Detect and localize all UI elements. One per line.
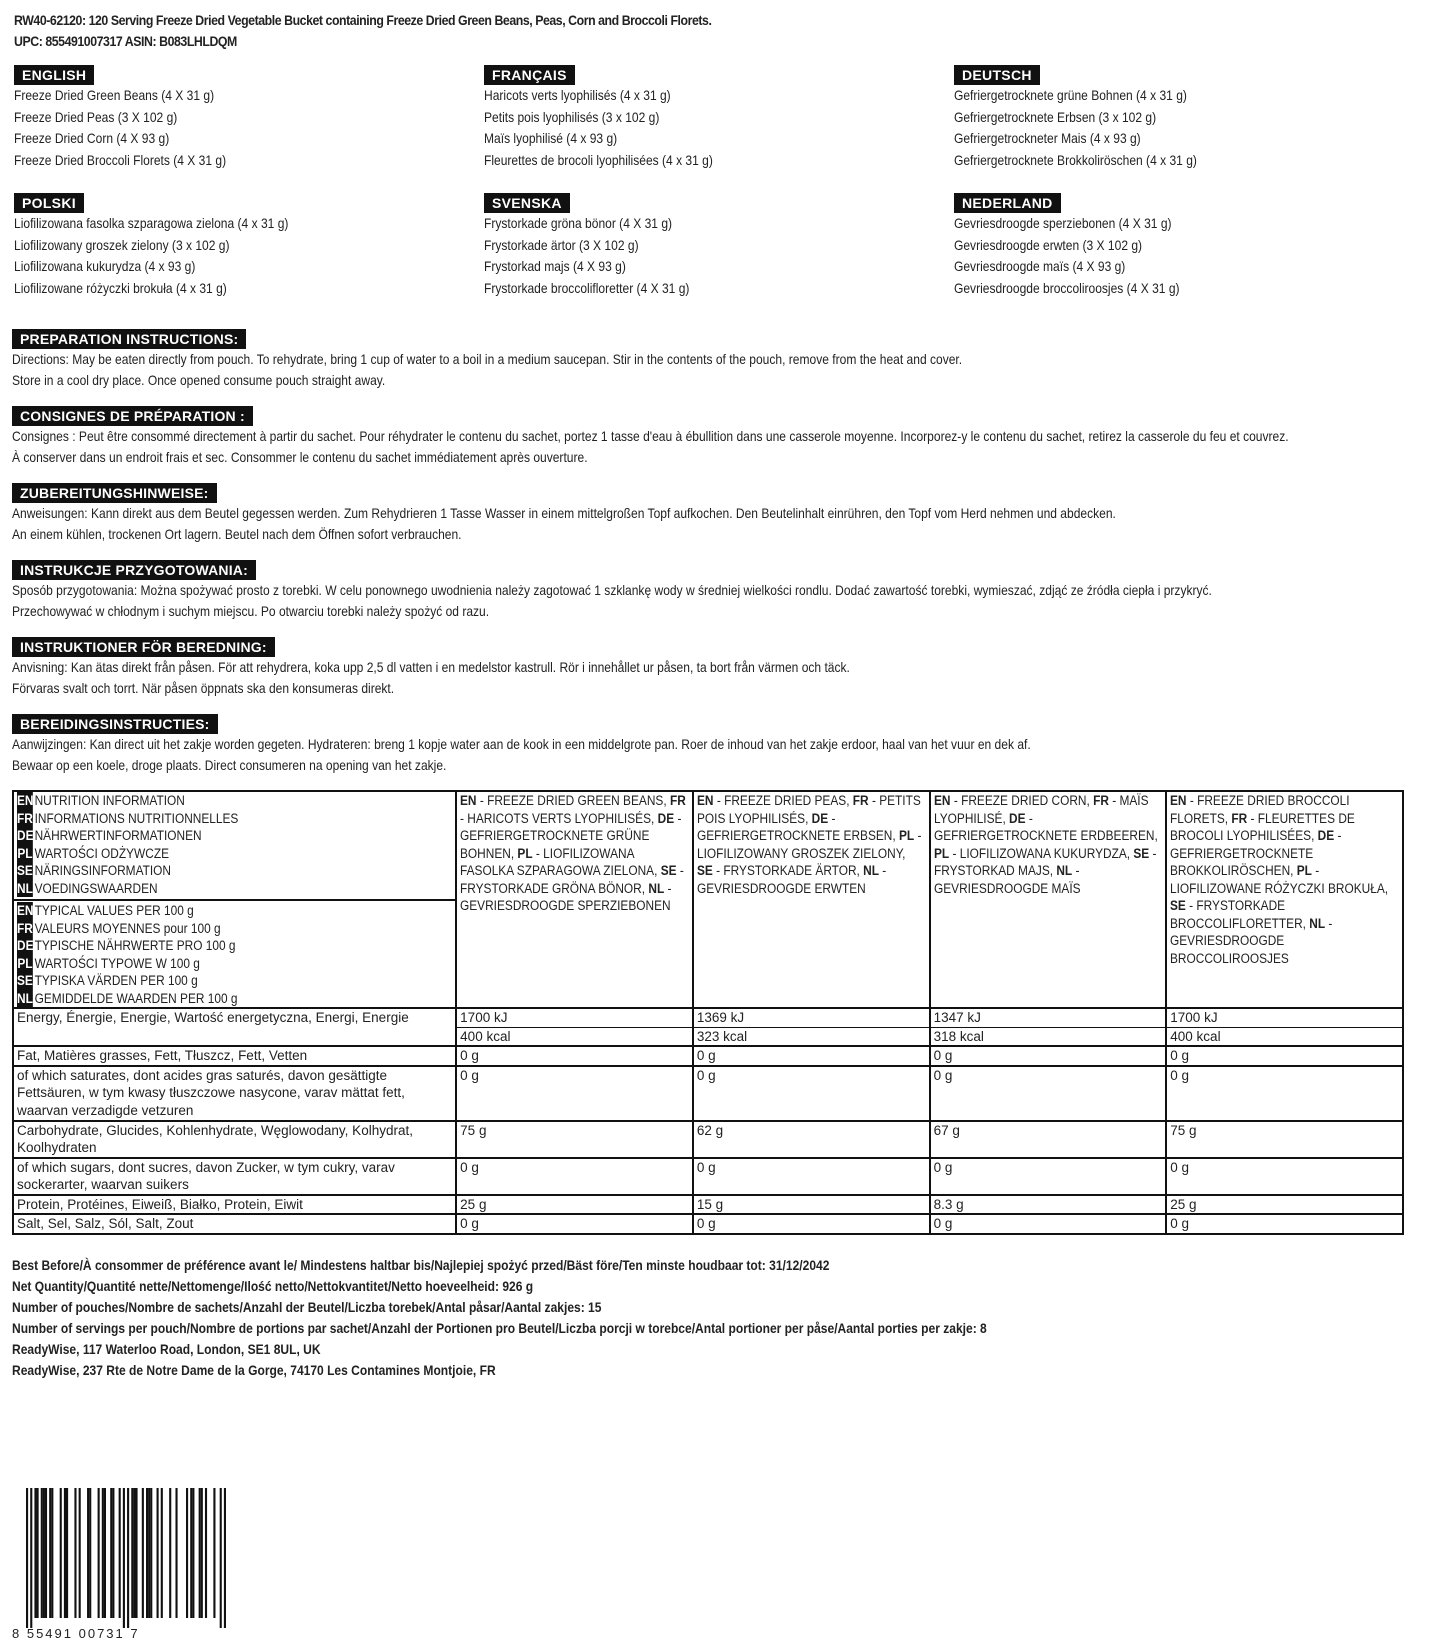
- nutrient-label: Salt, Sel, Salz, Sól, Salt, Zout: [13, 1214, 456, 1234]
- barcode-bar: [45, 1488, 47, 1618]
- lang-text: INFORMATIONS NUTRITIONNELLES: [34, 810, 239, 826]
- lang-code: DE: [17, 828, 34, 843]
- nutrient-row-saturates: [13, 1066, 1403, 1121]
- product-line: Maïs lyophilisé (4 x 93 g): [484, 130, 618, 146]
- nutrient-value: 25 g: [1166, 1195, 1403, 1215]
- product-name: - GEVRIESDROOGDE MAÏS: [933, 863, 1081, 896]
- lang-code: EN: [933, 793, 951, 808]
- typical-values-block: [14, 901, 455, 1007]
- lang-text: VALEURS MOYENNES pour 100 g: [34, 920, 221, 936]
- barcode-bar: [169, 1488, 171, 1618]
- section-title: INSTRUKCJE PRZYGOTOWANIA:: [12, 560, 256, 580]
- barcode-bar: [127, 1488, 129, 1628]
- instruction-line: Przechowywać w chłodnym i suchym miejscu. Po otwarciu torebki należy spożyć od razu.: [12, 603, 490, 619]
- barcode-bar: [133, 1488, 135, 1618]
- lang-code: NL: [17, 990, 33, 1006]
- section-title: ZUBEREITUNGSHINWEISE:: [12, 483, 217, 503]
- instructions-pl: [12, 560, 1432, 622]
- nutrient-value: 0 g: [1166, 1214, 1403, 1234]
- nutrient-value: 75 g: [456, 1121, 693, 1158]
- nutrient-value: [930, 1008, 1167, 1046]
- lang-code: PL: [517, 845, 533, 861]
- barcode-bar: [190, 1488, 192, 1618]
- product-line: Haricots verts lyophilisés (4 x 31 g): [484, 87, 671, 103]
- language-label: NEDERLAND: [954, 193, 1061, 213]
- nutrient-label: of which saturates, dont acides gras saturés, davon gesättigte Fettsäuren, w tym kwasy tłuszczowe nasycone, varav mättat fett, waarvan verzadigde vetzuren: [13, 1066, 456, 1121]
- barcode-bar: [43, 1488, 45, 1618]
- nutrient-row-protein: [13, 1195, 1403, 1215]
- nutrient-value: 0 g: [930, 1066, 1167, 1121]
- nutrient-value: 0 g: [1166, 1158, 1403, 1195]
- instruction-line: Aanwijzingen: Kan direct uit het zakje worden gegeten. Hydrateren: breng 1 kopje water aan de kook in een middelgrote pan. Roer de inhoud van het zakje erdoor, haal van het vuur en dek af.: [12, 736, 1031, 752]
- barcode-bar: [104, 1488, 106, 1618]
- nutrient-value: [1166, 1008, 1403, 1046]
- lang-row: [17, 937, 400, 955]
- instructions-se: [12, 637, 1432, 699]
- nutrient-value: 15 g: [693, 1195, 930, 1215]
- nutrient-value: [693, 1008, 930, 1046]
- nutrition-table: [12, 790, 1404, 1235]
- barcode-bar: [224, 1488, 226, 1628]
- barcode-digits: 8 55491 00731 7: [12, 1626, 140, 1641]
- product-header-peas: [693, 791, 930, 1008]
- value-kj: 1347 kJ: [933, 1010, 981, 1025]
- instruction-line: Förvaras svalt och torrt. När påsen öppnats ska den konsumeras direkt.: [12, 680, 395, 696]
- language-label: FRANÇAIS: [484, 65, 575, 85]
- nutrient-value: 0 g: [1166, 1046, 1403, 1066]
- product-line: Liofilizowana kukurydza (4 x 93 g): [14, 258, 196, 274]
- best-before: Best Before/À consommer de préférence avant le/ Mindestens haltbar bis/Najlepiej spożyć przed/Bäst före/Ten minste houdbaar tot: 31/12/2042: [12, 1257, 830, 1273]
- product-name: - MAÏS LYOPHILISÉ,: [933, 793, 1149, 826]
- language-block-nederland: [954, 193, 1414, 299]
- product-name: - FLEURETTES DE BROCOLI LYOPHILISÉES,: [1170, 810, 1356, 843]
- barcode-bar: [37, 1488, 39, 1618]
- nutrient-value: 0 g: [456, 1066, 693, 1121]
- lang-text: NUTRITION INFORMATION: [34, 793, 185, 808]
- barcode-bar: [79, 1488, 81, 1618]
- barcode-bar: [131, 1488, 133, 1618]
- barcode-bar: [34, 1488, 36, 1618]
- nutrient-row-carbohydrate: [13, 1121, 1403, 1158]
- product-name: - FREEZE DRIED PEAS,: [713, 793, 853, 808]
- instruction-line: Anvisning: Kan ätas direkt från påsen. För att rehydrera, koka upp 2,5 dl vatten i en medelstor kastrull. Rör i innehållet ur påsen, ta bort från värmen och täck.: [12, 659, 850, 675]
- product-line: Gefriergetrocknete grüne Bohnen (4 x 31 g): [954, 87, 1187, 103]
- lang-code: DE: [811, 810, 829, 826]
- barcode: [26, 1488, 226, 1628]
- nutrient-value: 0 g: [930, 1046, 1167, 1066]
- barcode-bar: [150, 1488, 152, 1618]
- lang-code: NL: [17, 880, 33, 896]
- instructions-nl: [12, 714, 1432, 776]
- nutrient-value: 0 g: [456, 1158, 693, 1195]
- section-title: BEREIDINGSINSTRUCTIES:: [12, 714, 218, 734]
- product-name: - LIOFILIZOWANA KUKURYDZA,: [948, 845, 1133, 861]
- address-fr: ReadyWise, 237 Rte de Notre Dame de la Gorge, 74170 Les Contamines Montjoie, FR: [12, 1362, 496, 1378]
- lang-code: DE: [17, 938, 34, 953]
- product-name: - GEFRIERGETROCKNETE BROKKOLIRÖSCHEN,: [1170, 828, 1342, 878]
- barcode-bar: [64, 1488, 66, 1618]
- lang-code: SE: [1132, 845, 1149, 861]
- lang-code: DE: [1008, 810, 1026, 826]
- barcode-bar: [51, 1488, 53, 1618]
- instruction-line: Bewaar op een koele, droge plaats. Direct consumeren na opening van het zakje.: [12, 757, 447, 773]
- lang-code: PL: [898, 828, 915, 843]
- instructions-fr: [12, 406, 1432, 468]
- barcode-bar: [220, 1488, 222, 1628]
- barcode-bar: [41, 1488, 43, 1618]
- lang-text: VOEDINGSWAARDEN: [34, 880, 158, 896]
- barcode-bar: [110, 1488, 112, 1618]
- number-of-pouches: Number of pouches/Nombre de sachets/Anzahl der Beutel/Liczba torebek/Antal påsar/Aantal zakjes: 15: [12, 1299, 602, 1315]
- product-name: - FRYSTORKAD MAJS,: [933, 845, 1157, 878]
- product-line: Gefriergetrocknete Erbsen (3 x 102 g): [954, 108, 1157, 125]
- section-title: CONSIGNES DE PRÉPARATION :: [12, 406, 253, 426]
- nutrient-value: 0 g: [693, 1066, 930, 1121]
- lang-code: DE: [657, 810, 675, 826]
- nutrition-info-block: [14, 792, 455, 901]
- lang-row: [17, 792, 400, 810]
- value-kj: 1700 kJ: [1170, 1010, 1218, 1025]
- product-name: - FRYSTORKADE ÄRTOR,: [712, 863, 864, 878]
- lang-code: FR: [852, 793, 869, 808]
- product-line: Liofilizowane różyczki brokuła (4 x 31 g): [14, 279, 227, 296]
- barcode-bar: [98, 1488, 100, 1618]
- value-kcal: 400 kcal: [460, 1028, 511, 1044]
- barcode-bar: [89, 1488, 91, 1618]
- nutrition-title-cell: [13, 791, 456, 1008]
- barcode-bar: [186, 1488, 188, 1618]
- nutrient-value: 8.3 g: [930, 1195, 1167, 1215]
- lang-row: [17, 810, 400, 828]
- product-name: - LIOFILIZOWANA FASOLKA SZPARAGOWA ZIELONA,: [460, 845, 661, 878]
- product-header-text: [934, 792, 1161, 897]
- product-line: Frystorkad majs (4 X 93 g): [484, 258, 626, 274]
- lang-row: [17, 827, 400, 845]
- product-line: Freeze Dried Green Beans (4 X 31 g): [14, 87, 215, 103]
- lang-code: NL: [863, 863, 879, 878]
- barcode-bar: [161, 1488, 163, 1618]
- section-title: INSTRUKTIONER FÖR BEREDNING:: [12, 637, 275, 657]
- instruction-line: Directions: May be eaten directly from pouch. To rehydrate, bring 1 cup of water to a boil in a medium saucepan. Stir in the contents of the pouch, remove from the heat and cover.: [12, 351, 963, 367]
- header-title: RW40-62120: 120 Serving Freeze Dried Vegetable Bucket containing Freeze Dried Green Beans, Peas, Corn and Broccoli Florets.: [14, 12, 712, 28]
- value-kj: 1369 kJ: [696, 1010, 745, 1025]
- product-line: Freeze Dried Peas (3 X 102 g): [14, 108, 178, 125]
- lang-code: SE: [660, 863, 677, 878]
- product-line: Fleurettes de brocoli lyophilisées (4 x 31 g): [484, 151, 713, 168]
- instruction-line: Store in a cool dry place. Once opened consume pouch straight away.: [12, 372, 386, 388]
- lang-code: NL: [1309, 915, 1326, 931]
- document-header: [14, 10, 711, 52]
- language-label: DEUTSCH: [954, 65, 1040, 85]
- lang-code: NL: [648, 880, 665, 896]
- barcode-bar: [142, 1488, 144, 1618]
- barcode-bar: [157, 1488, 159, 1618]
- barcode-bar: [112, 1488, 114, 1618]
- language-label: POLSKI: [14, 193, 84, 213]
- product-name: - PETITS POIS LYOPHILISÉS,: [696, 793, 921, 826]
- barcode-bar: [66, 1488, 68, 1618]
- barcode-bar: [102, 1488, 104, 1618]
- product-line: Liofilizowany groszek zielony (3 x 102 g): [14, 236, 230, 253]
- barcode-bar: [87, 1488, 89, 1618]
- product-name: - FREEZE DRIED CORN,: [950, 793, 1093, 808]
- lang-code: FR: [1092, 793, 1109, 808]
- lang-text: WARTOŚCI ODŻYWCZE: [34, 845, 170, 861]
- lang-row: [17, 972, 400, 990]
- lang-row: [17, 955, 400, 973]
- lang-text: NÄRINGSINFORMATION: [34, 863, 171, 878]
- value-kcal: 400 kcal: [1170, 1028, 1221, 1044]
- product-name: - HARICOTS VERTS LYOPHILISÉS,: [460, 810, 655, 826]
- instruction-line: Anweisungen: Kann direkt aus dem Beutel gegessen werden. Zum Rehydrieren 1 Tasse Wasser in einem mittelgroßen Topf aufkochen. Den Beutelinhalt einrühren, den Topf vom Herd nehmen und abdecken.: [12, 505, 1116, 521]
- product-line: Frystorkade broccolifloretter (4 X 31 g): [484, 279, 690, 296]
- product-line: Freeze Dried Corn (4 X 93 g): [14, 130, 170, 146]
- product-name: - LIOFILIZOWANE RÓŻYCZKI BROKUŁA,: [1170, 863, 1389, 896]
- instructions-de: [12, 483, 1432, 545]
- lang-code: NL: [1055, 863, 1072, 878]
- barcode-bar: [192, 1488, 194, 1618]
- product-line: Gevriesdroogde maïs (4 X 93 g): [954, 258, 1126, 274]
- lang-row: [17, 990, 400, 1008]
- lang-text: TYPISCHE NÄHRWERTE PRO 100 g: [34, 938, 236, 953]
- nutrient-label: Carbohydrate, Glucides, Kohlenhydrate, Węglowodany, Kolhydrat, Koolhydraten: [13, 1121, 456, 1158]
- barcode-bar: [74, 1488, 76, 1618]
- nutrient-value: 0 g: [693, 1046, 930, 1066]
- barcode-bar: [199, 1488, 201, 1618]
- nutrient-value: 0 g: [456, 1214, 693, 1234]
- product-line: Gefriergetrocknete Brokkoliröschen (4 x 31 g): [954, 151, 1197, 168]
- product-name: - GEFRIERGETROCKNETE GRÜNE BOHNEN,: [460, 810, 682, 861]
- language-block-francais: [484, 65, 944, 171]
- barcode-bar: [119, 1488, 121, 1618]
- language-block-svenska: [484, 193, 944, 299]
- net-quantity: Net Quantity/Quantité nette/Nettomenge/Ilość netto/Nettokvantitet/Netto hoeveelheid: 926 g: [12, 1278, 534, 1294]
- product-header-green-beans: [456, 791, 693, 1008]
- nutrition-header-row: [13, 791, 1403, 1008]
- product-name: - GEFRIERGETROCKNETE ERBSEN,: [696, 810, 899, 843]
- lang-code: PL: [17, 955, 33, 971]
- nutrient-row-salt: [13, 1214, 1403, 1234]
- instruction-line: An einem kühlen, trockenen Ort lagern. Beutel nach dem Öffnen sofort verbrauchen.: [12, 526, 462, 542]
- product-line: Frystorkade gröna bönor (4 X 31 g): [484, 215, 673, 231]
- product-name: - FREEZE DRIED GREEN BEANS,: [476, 793, 667, 808]
- product-line: Liofilizowana fasolka szparagowa zielona (4 x 31 g): [14, 215, 289, 231]
- barcode-bar: [49, 1488, 51, 1618]
- lang-code: PL: [1297, 863, 1313, 878]
- nutrient-value: 0 g: [930, 1214, 1167, 1234]
- barcode-bar: [135, 1488, 137, 1618]
- lang-row: [17, 862, 400, 880]
- lang-text: NÄHRWERTINFORMATIONEN: [34, 828, 202, 843]
- lang-code: EN: [460, 793, 477, 808]
- lang-code: SE: [1170, 898, 1187, 913]
- lang-code: FR: [17, 920, 33, 936]
- nutrient-value: 0 g: [693, 1214, 930, 1234]
- lang-code: EN: [1170, 793, 1187, 808]
- value-kj: 1700 kJ: [460, 1010, 508, 1025]
- barcode-bar: [146, 1488, 148, 1618]
- address-uk: ReadyWise, 117 Waterloo Road, London, SE1 8UL, UK: [12, 1341, 321, 1357]
- product-name: - FRYSTORKADE BROCCOLIFLORETTER,: [1170, 898, 1310, 931]
- nutrient-value: 0 g: [1166, 1066, 1403, 1121]
- product-name: - GEVRIESDROOGDE ERWTEN: [696, 863, 887, 896]
- barcode-bar: [201, 1488, 203, 1618]
- nutrient-row-energy: [13, 1008, 1403, 1046]
- barcode-bar: [213, 1488, 215, 1618]
- barcode-bar: [148, 1488, 150, 1618]
- product-line: Gevriesdroogde erwten (3 X 102 g): [954, 236, 1143, 253]
- nutrient-row-fat: [13, 1046, 1403, 1066]
- nutrient-label: of which sugars, dont sucres, davon Zucker, w tym cukry, varav sockerarter, waarvan suikers: [13, 1158, 456, 1195]
- lang-code: EN: [17, 903, 34, 918]
- nutrient-value: [456, 1008, 693, 1046]
- barcode-bar: [123, 1488, 125, 1628]
- product-header-corn: [930, 791, 1167, 1008]
- nutrient-value: 25 g: [456, 1195, 693, 1215]
- barcode-bar: [26, 1488, 28, 1628]
- product-header-text: [1170, 792, 1397, 967]
- lang-row: [17, 920, 400, 938]
- product-line: Gefriergetrockneter Mais (4 x 93 g): [954, 130, 1141, 146]
- nutrient-value: 62 g: [693, 1121, 930, 1158]
- product-name: - GEVRIESDROOGDE BROCCOLIROOSJES: [1170, 915, 1333, 966]
- language-block-polski: [14, 193, 474, 299]
- product-name: - FREEZE DRIED BROCCOLI FLORETS,: [1170, 793, 1350, 826]
- instruction-line: À conserver dans un endroit frais et sec. Consommer le contenu du sachet immédiatement après ouverture.: [12, 449, 588, 465]
- lang-text: GEMIDDELDE WAARDEN PER 100 g: [34, 990, 238, 1006]
- product-header-text: [697, 792, 924, 897]
- product-name: - GEFRIERGETROCKNETE ERDBEEREN,: [933, 810, 1158, 843]
- lang-code: PL: [17, 845, 33, 861]
- product-line: Petits pois lyophilisés (3 x 102 g): [484, 108, 660, 125]
- lang-code: FR: [1231, 810, 1248, 826]
- lang-row: [17, 902, 400, 920]
- lang-text: TYPISKA VÄRDEN PER 100 g: [34, 973, 198, 988]
- instruction-line: Sposób przygotowania: Można spożywać prosto z torebki. W celu ponownego uwodnienia należy zagotować 1 szklankę wody w średniej wielkości rondlu. Dodać zawartość torebki, wymieszać, zdjąć ze źródła ciepła i przykryć.: [12, 582, 1212, 598]
- product-line: Gevriesdroogde broccoliroosjes (4 X 31 g): [954, 279, 1180, 296]
- product-header-text: [460, 792, 687, 915]
- nutrient-value: 0 g: [930, 1158, 1167, 1195]
- lang-code: SE: [696, 863, 713, 878]
- language-block-english: [14, 65, 474, 171]
- footer-info: [12, 1255, 987, 1381]
- nutrient-value: 0 g: [456, 1046, 693, 1066]
- lang-code: DE: [1317, 828, 1335, 843]
- value-kcal: 323 kcal: [696, 1028, 748, 1044]
- lang-code: EN: [17, 793, 34, 808]
- section-title: PREPARATION INSTRUCTIONS:: [12, 329, 246, 349]
- nutrient-row-sugars: [13, 1158, 1403, 1195]
- nutrient-label: Fat, Matières grasses, Fett, Tłuszcz, Fett, Vetten: [13, 1046, 456, 1066]
- product-header-broccoli: [1166, 791, 1403, 1008]
- servings-per-pouch: Number of servings per pouch/Nombre de portions par sachet/Anzahl der Portionen pro Beutel/Liczba porcji w torebce/Antal portioner per påse/Aantal porties per zakje: 8: [12, 1320, 987, 1336]
- lang-code: FR: [17, 810, 33, 826]
- product-name: - GEVRIESDROOGDE SPERZIEBONEN: [460, 880, 672, 913]
- lang-row: [17, 845, 400, 863]
- barcode-bar: [205, 1488, 207, 1618]
- language-block-deutsch: [954, 65, 1414, 171]
- nutrient-value: 75 g: [1166, 1121, 1403, 1158]
- lang-text: TYPICAL VALUES PER 100 g: [34, 903, 194, 918]
- lang-text: WARTOŚCI TYPOWE W 100 g: [34, 955, 200, 971]
- language-label: ENGLISH: [14, 65, 94, 85]
- lang-row: [17, 880, 400, 898]
- product-name: - LIOFILIZOWANY GROSZEK ZIELONY,: [696, 828, 922, 861]
- language-label: SVENSKA: [484, 193, 570, 213]
- nutrient-value: 67 g: [930, 1121, 1167, 1158]
- lang-code: PL: [933, 845, 949, 861]
- lang-code: SE: [17, 863, 33, 878]
- nutrient-label: Protein, Protéines, Eiweiß, Białko, Protein, Eiwit: [13, 1195, 456, 1215]
- nutrient-label: Energy, Énergie, Energie, Wartość energetyczna, Energi, Energie: [13, 1008, 456, 1046]
- product-line: Gevriesdroogde sperziebonen (4 X 31 g): [954, 215, 1172, 231]
- lang-code: FR: [670, 793, 686, 808]
- value-kcal: 318 kcal: [933, 1028, 984, 1044]
- barcode-bar: [175, 1488, 177, 1618]
- product-line: Freeze Dried Broccoli Florets (4 X 31 g): [14, 151, 227, 168]
- product-name: - FRYSTORKADE GRÖNA BÖNOR,: [460, 863, 684, 896]
- nutrient-value: 0 g: [693, 1158, 930, 1195]
- header-codes: UPC: 855491007317 ASIN: B083LHLDQM: [14, 33, 237, 49]
- product-line: Frystorkade ärtor (3 X 102 g): [484, 236, 639, 253]
- barcode-bar: [60, 1488, 62, 1618]
- lang-code: SE: [17, 973, 33, 988]
- instructions-en: [12, 329, 1432, 391]
- barcode-bar: [30, 1488, 32, 1628]
- instruction-line: Consignes : Peut être consommé directement à partir du sachet. Pour réhydrater le contenu du sachet, portez 1 tasse d'eau à ébullition dans une casserole moyenne. Incorporez-y le contenu du sachet, retirez la casserole du feu et couvrez.: [12, 428, 1289, 444]
- lang-code: EN: [696, 793, 714, 808]
